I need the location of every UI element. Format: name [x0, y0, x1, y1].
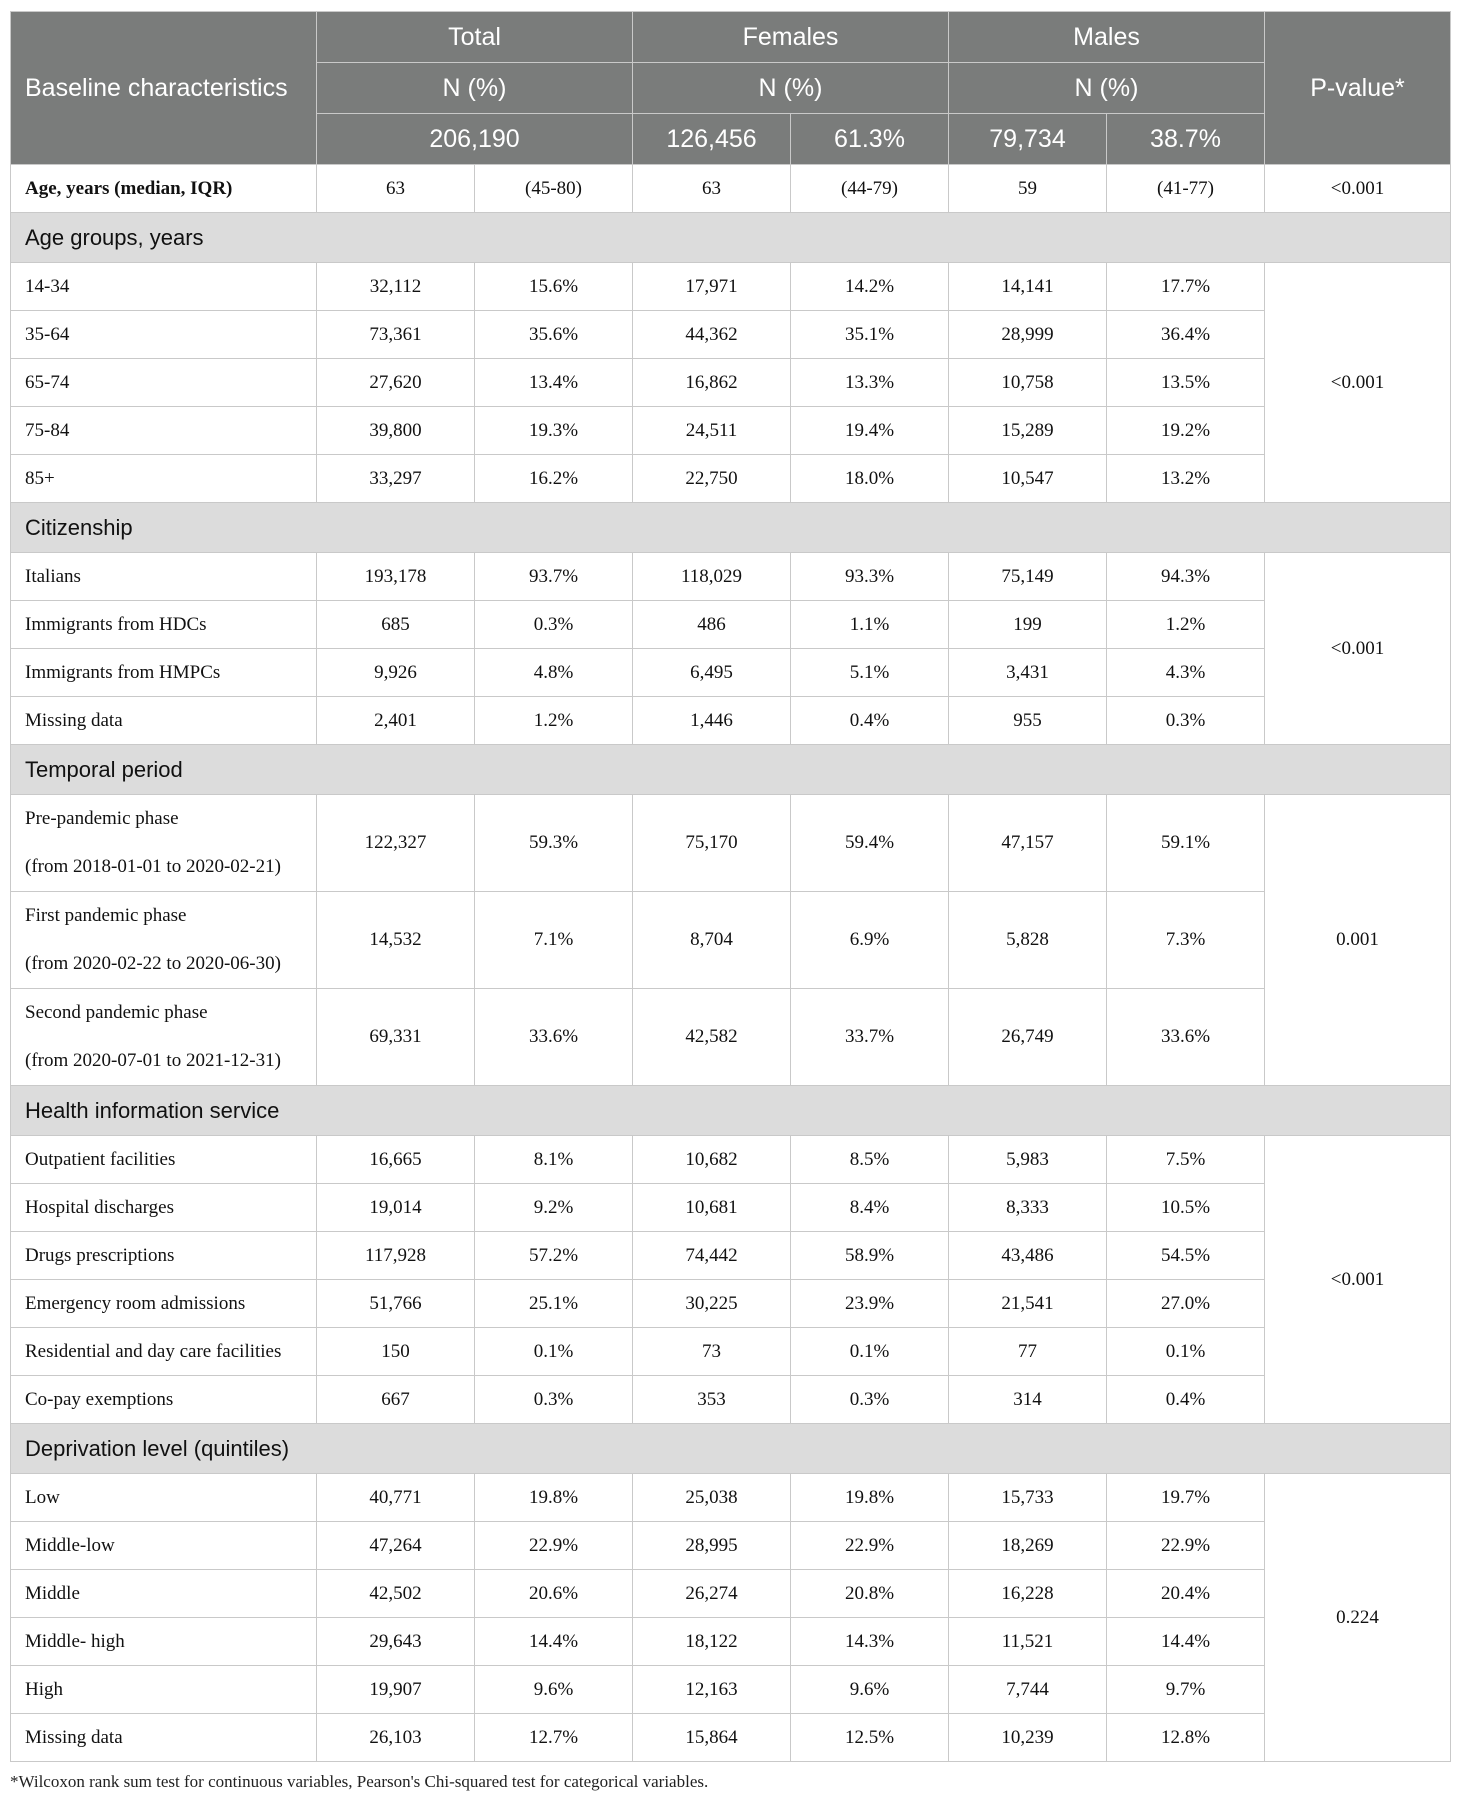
section-title: Temporal period — [11, 745, 1451, 795]
cell-total-pct: 16.2% — [475, 455, 633, 503]
cell-pvalue: <0.001 — [1265, 1136, 1451, 1424]
cell-females-pct: (44-79) — [791, 165, 949, 213]
cell-males-n: 21,541 — [949, 1280, 1107, 1328]
cell-females-pct: 20.8% — [791, 1570, 949, 1618]
row-label — [11, 1618, 317, 1666]
cell-females-pct: 8.4% — [791, 1184, 949, 1232]
row-label — [11, 1328, 317, 1376]
cell-females-n: 24,511 — [633, 407, 791, 455]
cell-total-pct: 0.1% — [475, 1328, 633, 1376]
cell-males-pct: 22.9% — [1107, 1522, 1265, 1570]
cell-females-pct: 22.9% — [791, 1522, 949, 1570]
row-label-text: Co-pay exemptions — [25, 1388, 174, 1410]
cell-females-pct: 35.1% — [791, 311, 949, 359]
cell-males-n: 59 — [949, 165, 1107, 213]
cell-males-n: 11,521 — [949, 1618, 1107, 1666]
cell-males-n: 28,999 — [949, 311, 1107, 359]
row-label-text: Drugs prescriptions — [25, 1244, 175, 1266]
cell-females-pct: 1.1% — [791, 601, 949, 649]
cell-total-pct: 1.2% — [475, 697, 633, 745]
header-males-pct: 38.7% — [1107, 114, 1265, 165]
cell-total-n: 51,766 — [317, 1280, 475, 1328]
cell-females-n: 75,170 — [633, 795, 791, 892]
cell-total-n: 667 — [317, 1376, 475, 1424]
table-row — [11, 1232, 1451, 1280]
row-label — [11, 892, 317, 989]
cell-total-n: 26,103 — [317, 1714, 475, 1762]
row-label — [11, 359, 317, 407]
cell-males-n: 43,486 — [949, 1232, 1107, 1280]
cell-males-pct: 54.5% — [1107, 1232, 1265, 1280]
cell-males-pct: 0.3% — [1107, 697, 1265, 745]
cell-females-n: 10,681 — [633, 1184, 791, 1232]
section-header — [11, 503, 1451, 553]
cell-females-n: 8,704 — [633, 892, 791, 989]
row-label — [11, 1570, 317, 1618]
cell-total-n: 685 — [317, 601, 475, 649]
row-label-text: Age, years (median, IQR) — [25, 177, 233, 199]
cell-females-n: 486 — [633, 601, 791, 649]
cell-males-n: 16,228 — [949, 1570, 1107, 1618]
table-row — [11, 1522, 1451, 1570]
section-header — [11, 1424, 1451, 1474]
cell-females-pct: 14.3% — [791, 1618, 949, 1666]
cell-total-pct: 15.6% — [475, 263, 633, 311]
cell-total-n: 47,264 — [317, 1522, 475, 1570]
cell-total-pct: 7.1% — [475, 892, 633, 989]
row-label — [11, 697, 317, 745]
cell-females-pct: 23.9% — [791, 1280, 949, 1328]
row-label — [11, 1714, 317, 1762]
header-row-label: Baseline characteristics — [11, 12, 317, 165]
section-header — [11, 1086, 1451, 1136]
cell-females-pct: 19.4% — [791, 407, 949, 455]
cell-males-n: 15,289 — [949, 407, 1107, 455]
cell-total-n: 122,327 — [317, 795, 475, 892]
row-label — [11, 989, 317, 1086]
header-total-n: 206,190 — [317, 114, 633, 165]
table-row — [11, 697, 1451, 745]
cell-males-pct: 1.2% — [1107, 601, 1265, 649]
cell-total-pct: 8.1% — [475, 1136, 633, 1184]
cell-females-pct: 14.2% — [791, 263, 949, 311]
cell-females-n: 118,029 — [633, 553, 791, 601]
cell-males-pct: 19.7% — [1107, 1474, 1265, 1522]
header-males: Males — [949, 12, 1265, 63]
row-label-text: Immigrants from HDCs — [25, 613, 207, 635]
cell-males-pct: 13.5% — [1107, 359, 1265, 407]
table-row — [11, 1666, 1451, 1714]
row-label-text: Second pandemic phase — [25, 1002, 208, 1023]
row-label-text: Missing data — [25, 709, 123, 731]
row-label — [11, 1280, 317, 1328]
cell-males-pct: 27.0% — [1107, 1280, 1265, 1328]
cell-males-pct: 59.1% — [1107, 795, 1265, 892]
cell-males-n: 3,431 — [949, 649, 1107, 697]
cell-females-n: 44,362 — [633, 311, 791, 359]
cell-total-n: 33,297 — [317, 455, 475, 503]
cell-males-pct: 33.6% — [1107, 989, 1265, 1086]
cell-males-n: 75,149 — [949, 553, 1107, 601]
cell-females-pct: 13.3% — [791, 359, 949, 407]
row-label-text: Emergency room admissions — [25, 1292, 246, 1314]
table-row — [11, 1328, 1451, 1376]
table-row — [11, 601, 1451, 649]
row-label-text: 35-64 — [25, 323, 70, 345]
cell-total-pct: 93.7% — [475, 553, 633, 601]
cell-total-n: 42,502 — [317, 1570, 475, 1618]
cell-males-pct: 10.5% — [1107, 1184, 1265, 1232]
row-label — [11, 1522, 317, 1570]
row-label — [11, 263, 317, 311]
cell-males-pct: 20.4% — [1107, 1570, 1265, 1618]
table-row-age-median — [11, 165, 1451, 213]
cell-males-n: 10,239 — [949, 1714, 1107, 1762]
cell-females-n: 10,682 — [633, 1136, 791, 1184]
table-row — [11, 989, 1451, 1086]
cell-males-n: 10,758 — [949, 359, 1107, 407]
cell-males-pct: 0.4% — [1107, 1376, 1265, 1424]
cell-males-n: 5,983 — [949, 1136, 1107, 1184]
cell-total-pct: (45-80) — [475, 165, 633, 213]
cell-females-pct: 12.5% — [791, 1714, 949, 1762]
row-label-text: 14-34 — [25, 275, 70, 297]
row-label — [11, 1474, 317, 1522]
table-row — [11, 649, 1451, 697]
cell-total-n: 40,771 — [317, 1474, 475, 1522]
row-label-subtext: (from 2020-02-22 to 2020-06-30) — [25, 953, 281, 974]
table-row — [11, 311, 1451, 359]
cell-females-n: 22,750 — [633, 455, 791, 503]
row-label-text: Middle- high — [25, 1630, 125, 1652]
table-row — [11, 455, 1451, 503]
cell-females-pct: 5.1% — [791, 649, 949, 697]
cell-males-pct: (41-77) — [1107, 165, 1265, 213]
cell-females-n: 353 — [633, 1376, 791, 1424]
table-row — [11, 359, 1451, 407]
cell-total-pct: 0.3% — [475, 1376, 633, 1424]
cell-total-n: 73,361 — [317, 311, 475, 359]
section-header — [11, 213, 1451, 263]
section-header — [11, 745, 1451, 795]
table-row — [11, 1474, 1451, 1522]
cell-total-n: 19,907 — [317, 1666, 475, 1714]
row-label — [11, 407, 317, 455]
cell-females-pct: 59.4% — [791, 795, 949, 892]
table-row — [11, 1136, 1451, 1184]
cell-males-pct: 94.3% — [1107, 553, 1265, 601]
row-label — [11, 1184, 317, 1232]
cell-males-n: 955 — [949, 697, 1107, 745]
cell-total-pct: 13.4% — [475, 359, 633, 407]
cell-pvalue: 0.224 — [1265, 1474, 1451, 1762]
cell-females-n: 30,225 — [633, 1280, 791, 1328]
cell-males-n: 8,333 — [949, 1184, 1107, 1232]
cell-females-n: 16,862 — [633, 359, 791, 407]
cell-total-pct: 19.8% — [475, 1474, 633, 1522]
table-row — [11, 553, 1451, 601]
baseline-characteristics-table — [10, 11, 1451, 1762]
cell-males-pct: 13.2% — [1107, 455, 1265, 503]
cell-females-pct: 0.3% — [791, 1376, 949, 1424]
row-label — [11, 553, 317, 601]
cell-total-pct: 12.7% — [475, 1714, 633, 1762]
cell-total-n: 150 — [317, 1328, 475, 1376]
row-label-text: Middle — [25, 1582, 80, 1604]
cell-total-pct: 35.6% — [475, 311, 633, 359]
cell-males-pct: 12.8% — [1107, 1714, 1265, 1762]
cell-males-pct: 36.4% — [1107, 311, 1265, 359]
cell-males-n: 14,141 — [949, 263, 1107, 311]
row-label-text: Italians — [25, 565, 81, 587]
row-label-text: First pandemic phase — [25, 905, 187, 926]
cell-males-n: 7,744 — [949, 1666, 1107, 1714]
cell-total-pct: 59.3% — [475, 795, 633, 892]
cell-total-n: 117,928 — [317, 1232, 475, 1280]
cell-females-n: 18,122 — [633, 1618, 791, 1666]
cell-males-n: 47,157 — [949, 795, 1107, 892]
cell-males-n: 15,733 — [949, 1474, 1107, 1522]
header-females-pct: 61.3% — [791, 114, 949, 165]
row-label-text: Middle-low — [25, 1534, 115, 1556]
row-label-text: Immigrants from HMPCs — [25, 661, 221, 683]
cell-total-n: 32,112 — [317, 263, 475, 311]
row-label-text: 85+ — [25, 467, 55, 489]
cell-total-n: 9,926 — [317, 649, 475, 697]
section-title: Citizenship — [11, 503, 1451, 553]
cell-males-n: 10,547 — [949, 455, 1107, 503]
cell-males-pct: 14.4% — [1107, 1618, 1265, 1666]
cell-total-pct: 14.4% — [475, 1618, 633, 1666]
cell-females-n: 26,274 — [633, 1570, 791, 1618]
header-males-unit: N (%) — [949, 63, 1265, 114]
cell-males-pct: 0.1% — [1107, 1328, 1265, 1376]
cell-males-pct: 7.5% — [1107, 1136, 1265, 1184]
table-row — [11, 263, 1451, 311]
table-row — [11, 1714, 1451, 1762]
section-title: Deprivation level (quintiles) — [11, 1424, 1451, 1474]
section-title: Health information service — [11, 1086, 1451, 1136]
cell-total-n: 27,620 — [317, 359, 475, 407]
row-label-text: 65-74 — [25, 371, 70, 393]
cell-females-n: 28,995 — [633, 1522, 791, 1570]
cell-pvalue: <0.001 — [1265, 553, 1451, 745]
header-females: Females — [633, 12, 949, 63]
cell-females-pct: 18.0% — [791, 455, 949, 503]
row-label-text: High — [25, 1678, 63, 1700]
row-label-subtext: (from 2020-07-01 to 2021-12-31) — [25, 1050, 281, 1071]
cell-total-pct: 57.2% — [475, 1232, 633, 1280]
cell-males-pct: 4.3% — [1107, 649, 1265, 697]
cell-males-pct: 17.7% — [1107, 263, 1265, 311]
cell-pvalue: <0.001 — [1265, 165, 1451, 213]
table-row — [11, 1376, 1451, 1424]
cell-males-n: 26,749 — [949, 989, 1107, 1086]
cell-females-pct: 33.7% — [791, 989, 949, 1086]
table-body — [11, 165, 1451, 1762]
cell-females-n: 73 — [633, 1328, 791, 1376]
table-row — [11, 407, 1451, 455]
table-row — [11, 1618, 1451, 1666]
cell-total-pct: 0.3% — [475, 601, 633, 649]
cell-females-n: 1,446 — [633, 697, 791, 745]
cell-females-pct: 0.4% — [791, 697, 949, 745]
row-label — [11, 1666, 317, 1714]
cell-total-n: 193,178 — [317, 553, 475, 601]
cell-females-pct: 6.9% — [791, 892, 949, 989]
cell-females-pct: 8.5% — [791, 1136, 949, 1184]
header-total-unit: N (%) — [317, 63, 633, 114]
table-container — [10, 11, 1450, 1792]
header-total: Total — [317, 12, 633, 63]
row-label-text: Low — [25, 1486, 60, 1508]
cell-total-pct: 9.2% — [475, 1184, 633, 1232]
cell-males-n: 18,269 — [949, 1522, 1107, 1570]
cell-males-pct: 19.2% — [1107, 407, 1265, 455]
cell-females-n: 74,442 — [633, 1232, 791, 1280]
cell-total-pct: 25.1% — [475, 1280, 633, 1328]
cell-total-n: 14,532 — [317, 892, 475, 989]
cell-total-pct: 19.3% — [475, 407, 633, 455]
cell-total-n: 69,331 — [317, 989, 475, 1086]
cell-total-n: 19,014 — [317, 1184, 475, 1232]
row-label — [11, 795, 317, 892]
cell-females-n: 17,971 — [633, 263, 791, 311]
table-row — [11, 892, 1451, 989]
row-label — [11, 165, 317, 213]
cell-total-pct: 4.8% — [475, 649, 633, 697]
cell-total-n: 2,401 — [317, 697, 475, 745]
cell-females-n: 6,495 — [633, 649, 791, 697]
cell-females-n: 63 — [633, 165, 791, 213]
cell-females-n: 25,038 — [633, 1474, 791, 1522]
cell-total-pct: 9.6% — [475, 1666, 633, 1714]
cell-females-pct: 58.9% — [791, 1232, 949, 1280]
cell-females-pct: 19.8% — [791, 1474, 949, 1522]
table-row — [11, 795, 1451, 892]
section-title: Age groups, years — [11, 213, 1451, 263]
cell-males-n: 77 — [949, 1328, 1107, 1376]
cell-females-pct: 0.1% — [791, 1328, 949, 1376]
cell-total-n: 39,800 — [317, 407, 475, 455]
cell-pvalue: <0.001 — [1265, 263, 1451, 503]
row-label-text: Missing data — [25, 1726, 123, 1748]
header-males-n: 79,734 — [949, 114, 1107, 165]
cell-females-pct: 9.6% — [791, 1666, 949, 1714]
cell-total-n: 16,665 — [317, 1136, 475, 1184]
row-label — [11, 649, 317, 697]
cell-pvalue: 0.001 — [1265, 795, 1451, 1086]
header-females-n: 126,456 — [633, 114, 791, 165]
row-label — [11, 601, 317, 649]
row-label — [11, 1376, 317, 1424]
row-label — [11, 455, 317, 503]
row-label-text: Outpatient facilities — [25, 1148, 176, 1170]
cell-females-n: 12,163 — [633, 1666, 791, 1714]
row-label-text: 75-84 — [25, 419, 70, 441]
row-label-text: Residential and day care facilities — [25, 1340, 282, 1362]
table-footnote: *Wilcoxon rank sum test for continuous variables, Pearson's Chi-squared test for categorical variables. — [10, 1772, 709, 1791]
cell-total-pct: 33.6% — [475, 989, 633, 1086]
row-label-text: Pre-pandemic phase — [25, 808, 179, 829]
cell-females-n: 15,864 — [633, 1714, 791, 1762]
cell-total-pct: 22.9% — [475, 1522, 633, 1570]
cell-males-n: 5,828 — [949, 892, 1107, 989]
cell-males-pct: 9.7% — [1107, 1666, 1265, 1714]
cell-females-n: 42,582 — [633, 989, 791, 1086]
cell-males-n: 199 — [949, 601, 1107, 649]
cell-females-pct: 93.3% — [791, 553, 949, 601]
cell-males-n: 314 — [949, 1376, 1107, 1424]
row-label — [11, 311, 317, 359]
row-label — [11, 1232, 317, 1280]
row-label-text: Hospital discharges — [25, 1196, 174, 1218]
cell-total-n: 63 — [317, 165, 475, 213]
header-females-unit: N (%) — [633, 63, 949, 114]
row-label-subtext: (from 2018-01-01 to 2020-02-21) — [25, 856, 281, 877]
header-pvalue: P-value* — [1265, 12, 1451, 165]
table-header — [11, 12, 1451, 165]
table-row — [11, 1184, 1451, 1232]
cell-males-pct: 7.3% — [1107, 892, 1265, 989]
cell-total-pct: 20.6% — [475, 1570, 633, 1618]
table-row — [11, 1570, 1451, 1618]
table-row — [11, 1280, 1451, 1328]
row-label — [11, 1136, 317, 1184]
cell-total-n: 29,643 — [317, 1618, 475, 1666]
